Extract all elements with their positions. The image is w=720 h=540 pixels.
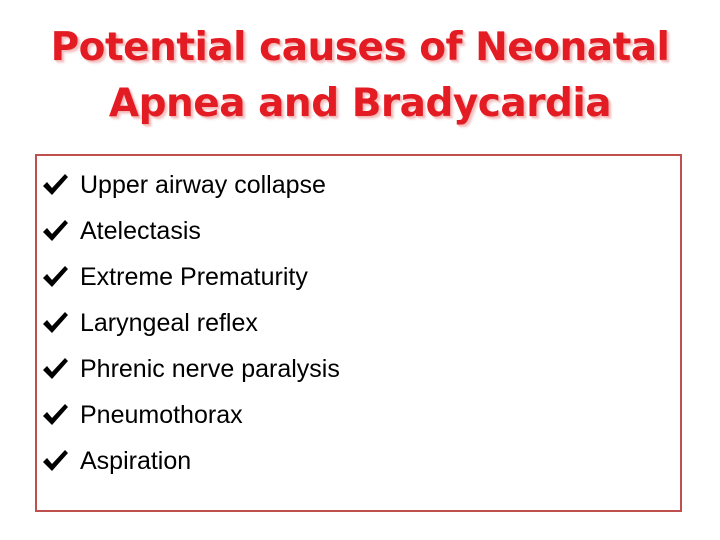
list-item-label: Atelectasis <box>80 216 201 245</box>
title-line-1: Potential causes of Neonatal <box>50 25 670 70</box>
check-icon <box>40 309 70 337</box>
list-item-label: Phrenic nerve paralysis <box>80 354 340 383</box>
title-line-2: Apnea and Bradycardia <box>108 81 612 126</box>
check-icon <box>40 401 70 429</box>
content-box <box>35 154 682 512</box>
list-item-label: Upper airway collapse <box>80 170 326 199</box>
list-item-laryngeal-reflex <box>40 300 340 346</box>
check-icon <box>40 355 70 383</box>
check-icon <box>40 171 70 199</box>
list-item-upper-airway-collapse <box>40 162 340 208</box>
list-item-aspiration <box>40 438 340 484</box>
list-item-atelectasis <box>40 208 340 254</box>
list-item-label: Aspiration <box>80 446 192 475</box>
list-item-label: Laryngeal reflex <box>80 308 258 337</box>
list-item-pneumothorax <box>40 392 340 438</box>
slide-title <box>0 20 720 132</box>
list-item-label: Extreme Prematurity <box>80 262 308 291</box>
check-icon <box>40 217 70 245</box>
check-icon <box>40 447 70 475</box>
list-item-label: Pneumothorax <box>80 400 243 429</box>
check-icon <box>40 263 70 291</box>
list-item-extreme-prematurity <box>40 254 340 300</box>
list-item-phrenic-nerve-paralysis <box>40 346 340 392</box>
causes-list <box>40 162 340 484</box>
